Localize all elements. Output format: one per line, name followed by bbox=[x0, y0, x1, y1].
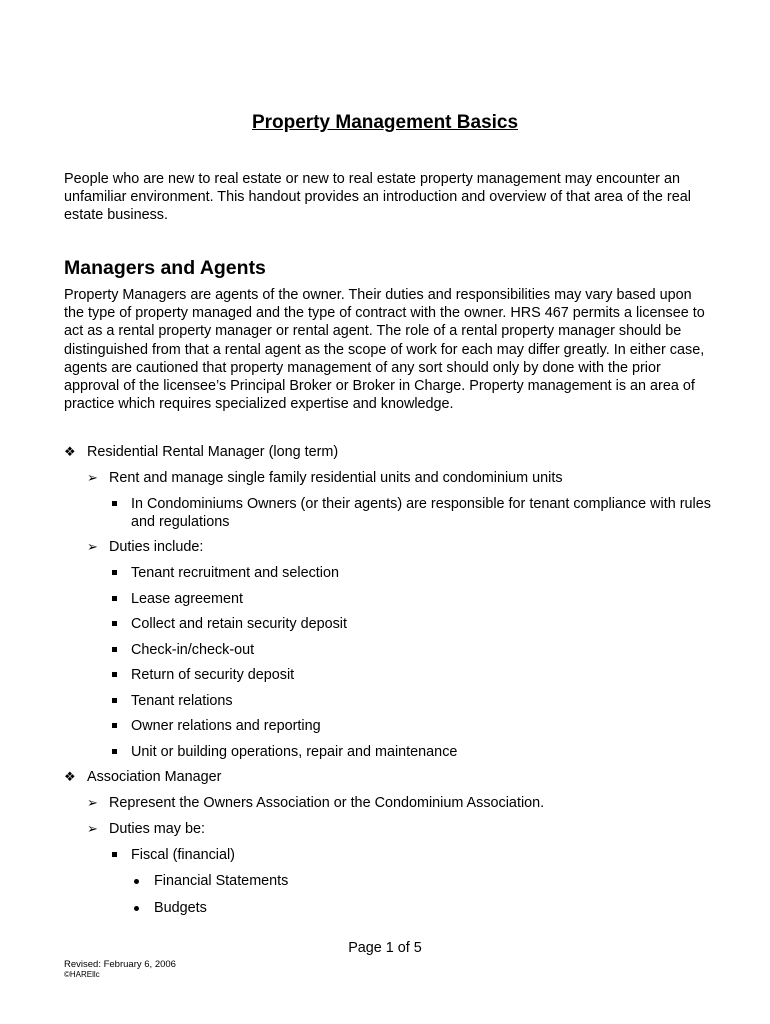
dot-bullet-icon bbox=[134, 879, 139, 884]
section-paragraph: Property Managers are agents of the owner. Their duties and responsibilities may vary based upon the type of property managed and the type of contract with the owner. HRS 467 permits a licensee to act as a rental property manager or rental agent. The role of a rental property manager should be distinguished from that a rental agent as the scope of work for each may differ greatly. In either case, agents are cautioned that property management of any sort should only by done with the prior approval of the licensee’s Principal Broker or Broker in Charge. Property management is an area of practice which requires specialized expertise and knowledge. bbox=[64, 287, 705, 413]
square-bullet-icon bbox=[112, 698, 117, 703]
diamond-bullet-icon: ❖ bbox=[64, 444, 76, 459]
square-bullet-icon bbox=[112, 723, 117, 728]
square-bullet-icon bbox=[112, 596, 117, 601]
square-bullet-icon bbox=[112, 621, 117, 626]
intro-paragraph: People who are new to real estate or new to real estate property management may encounter an unfamiliar environment. This handout provides an introduction and overview of that area of the real estate business. bbox=[64, 171, 691, 224]
page-title: Property Management Basics bbox=[251, 112, 519, 133]
dot-bullet-icon bbox=[134, 906, 139, 911]
section-heading: Managers and Agents bbox=[64, 257, 266, 279]
revised-date: Revised: February 6, 2006 bbox=[64, 959, 176, 970]
arrow-bullet-icon: ➢ bbox=[87, 821, 98, 836]
arrow-bullet-icon: ➢ bbox=[87, 539, 98, 554]
square-bullet-icon bbox=[112, 501, 117, 506]
document-page: Property Management Basics People who are new to real estate or new to real estate property management may encounter an unfamiliar environment. This handout provides an introduction and overview of that area of the real estate business. Managers and Agents Property Managers are agents of the owner. Their duties and responsibilities may vary based upon the type of property managed and the type of contract with the owner. HRS 467 permits a licensee to act as a rental property manager or rental agent. The role of a rental property manager should be distinguished from that a rental agent as the scope of work for each may differ greatly. In either case, agents are cautioned that property management of any sort should only by done with the prior approval of the licensee’s Principal Broker or Broker in Charge. Property management is an area of practice which requires specialized expertise and knowledge. ❖ Residential Rental Manager (long term) ➢ Rent and manage single family residential units and condominium units In Condominiums Owners (or their agents) are responsible for tenant compliance with rules and regulations ➢ Duties include: Tenant recruitment and selection Lease agreement Collect and retain security deposit Check-in/check-out Return of security deposit Tenant relations Owner relations and reporting Unit or building operations, repair and maintenance ❖ Association Manager ➢ Represent the Owners Association or the Condominium Association. ➢ Duties may be: Fiscal (financial) Financial Statements Budgets Page 1 of 5 Revised: February 6, 2006 ©HAREllc bbox=[0, 0, 770, 1024]
diamond-bullet-icon: ❖ bbox=[64, 769, 76, 784]
copyright-notice: ©HAREllc bbox=[64, 970, 100, 979]
square-bullet-icon bbox=[112, 852, 117, 857]
arrow-bullet-icon: ➢ bbox=[87, 795, 98, 810]
arrow-bullet-icon: ➢ bbox=[87, 470, 98, 485]
page-number: Page 1 of 5 bbox=[348, 940, 422, 956]
square-bullet-icon bbox=[112, 749, 117, 754]
square-bullet-icon bbox=[112, 672, 117, 677]
square-bullet-icon bbox=[112, 570, 117, 575]
square-bullet-icon bbox=[112, 647, 117, 652]
